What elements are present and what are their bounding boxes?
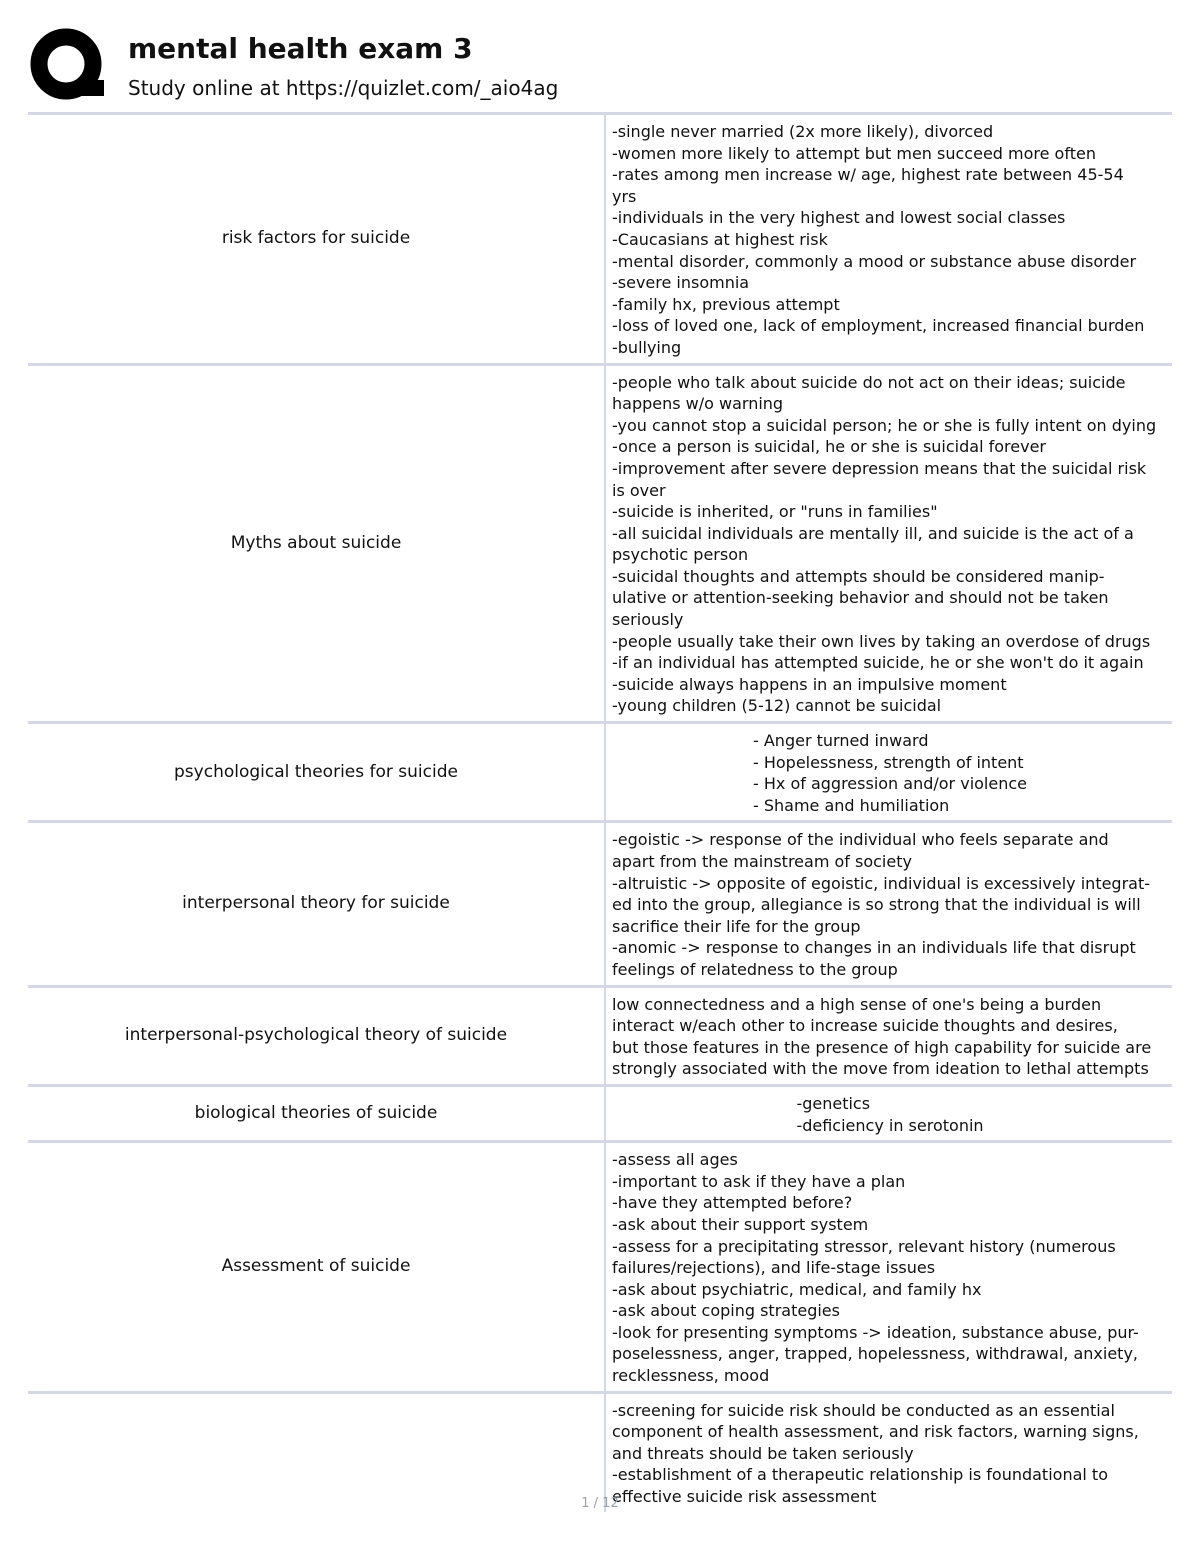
definition-text	[612, 1149, 1168, 1387]
flashcard-row	[28, 1391, 1172, 1512]
definition-line: -Caucasians at highest risk	[612, 229, 828, 249]
definition-line: -important to ask if they have a plan	[612, 1171, 906, 1191]
flashcard-row	[28, 112, 1172, 363]
definition-line: -improvement after severe depression means that the suicidal risk	[612, 458, 1147, 478]
definition-line: -loss of loved one, lack of employment, increased financial burden	[612, 316, 1145, 336]
definition-line: -rates among men increase w/ age, highest rate between 45-54	[612, 165, 1124, 185]
definition-line: -single never married (2x more likely), divorced	[612, 122, 994, 141]
definition-line: -women more likely to attempt but men succeed more often	[612, 143, 1096, 163]
definition-text	[612, 829, 1168, 980]
definition-line: - Hopelessness, strength of intent	[753, 752, 1024, 772]
definition-line: feelings of relatedness to the group	[612, 959, 898, 979]
definition-line: -bullying	[612, 337, 682, 357]
definition-line: -assess for a precipitating stressor, relevant history (numerous	[612, 1236, 1116, 1256]
definition-line: -screening for suicide risk should be conducted as an essential	[612, 1400, 1115, 1420]
definition-line: -altruistic -> opposite of egoistic, individual is excessively integrat-	[612, 873, 1151, 893]
definition-line: seriously	[612, 610, 684, 630]
page-number: 1 / 12	[581, 1496, 619, 1511]
definition-line: sacrifice their life for the group	[612, 916, 861, 936]
definition-line: interact w/each other to increase suicide thoughts and desires,	[612, 1016, 1118, 1036]
flashcard-term: Assessment of suicide	[221, 1256, 411, 1277]
flashcard-definition	[604, 115, 1168, 363]
flashcard-term: interpersonal-psychological theory of suicide	[124, 1025, 508, 1046]
flashcard-term: interpersonal theory for suicide	[182, 893, 450, 914]
definition-line: apart from the mainstream of society	[612, 852, 912, 871]
definition-line: failures/rejections), and life-stage issues	[612, 1258, 936, 1278]
definition-text	[796, 1093, 983, 1136]
definition-text	[612, 994, 1168, 1080]
flashcard-definition	[604, 988, 1168, 1084]
flashcard-term: risk factors for suicide	[221, 228, 411, 249]
definition-text	[612, 372, 1168, 718]
flashcard-definition	[604, 823, 1168, 984]
definition-text	[753, 730, 1027, 816]
definition-line: and threats should be taken seriously	[612, 1443, 914, 1463]
definition-line: -ask about coping strategies	[612, 1301, 840, 1321]
flashcard-definition	[604, 366, 1168, 722]
flashcard-row	[28, 721, 1172, 820]
definition-line: -suicide is inherited, or "runs in families"	[612, 502, 938, 522]
flashcard-term	[28, 1394, 604, 1512]
definition-line: -people who talk about suicide do not act on their ideas; suicide	[612, 372, 1126, 392]
definition-line: -look for presenting symptoms -> ideation, substance abuse, pur-	[612, 1322, 1139, 1342]
study-online-link[interactable]: Study online at https://quizlet.com/_aio4ag	[128, 76, 559, 100]
definition-line: ed into the group, allegiance is so strong that the individual is will	[612, 895, 1141, 915]
definition-line: -suicide always happens in an impulsive moment	[612, 674, 1007, 694]
definition-line: - Anger turned inward	[753, 731, 929, 751]
flashcard-row	[28, 820, 1172, 984]
definition-line: effective suicide risk assessment	[612, 1487, 877, 1507]
flashcard-row	[28, 1140, 1172, 1391]
definition-line: strongly associated with the move from ideation to lethal attempts	[612, 1059, 1149, 1079]
definition-line: is over	[612, 480, 666, 500]
definition-line: recklessness, mood	[612, 1366, 770, 1386]
definition-line: -all suicidal individuals are mentally ill, and suicide is the act of a	[612, 523, 1134, 543]
definition-line: -anomic -> response to changes in an individuals life that disrupt	[612, 938, 1136, 958]
definition-line: -individuals in the very highest and lowest social classes	[612, 208, 1066, 228]
definition-line: yrs	[612, 186, 637, 206]
flashcard-term: biological theories of suicide	[194, 1103, 438, 1124]
definition-line: -suicidal thoughts and attempts should be considered manip-	[612, 566, 1105, 586]
definition-line: ulative or attention-seeking behavior and should not be taken	[612, 588, 1109, 608]
definition-line: -mental disorder, commonly a mood or substance abuse disorder	[612, 251, 1137, 271]
definition-line: -you cannot stop a suicidal person; he or she is fully intent on dying	[612, 415, 1157, 435]
flashcard-term: psychological theories for suicide	[174, 761, 458, 782]
definition-line: happens w/o warning	[612, 394, 784, 414]
definition-line: psychotic person	[612, 545, 749, 565]
flashcard-row	[28, 985, 1172, 1084]
flashcard-row	[28, 363, 1172, 722]
definition-text	[612, 1400, 1168, 1508]
definition-line: -establishment of a therapeutic relationship is foundational to	[612, 1465, 1108, 1485]
definition-line: low connectedness and a high sense of one's being a burden	[612, 994, 1102, 1014]
definition-line: -once a person is suicidal, he or she is suicidal forever	[612, 437, 1046, 457]
definition-line: -if an individual has attempted suicide, he or she won't do it again	[612, 653, 1144, 673]
definition-line: - Shame and humiliation	[753, 795, 950, 815]
page-title: mental health exam 3	[128, 32, 473, 65]
definition-line: -egoistic -> response of the individual who feels separate and	[612, 830, 1109, 850]
flashcard-definition	[604, 1143, 1168, 1391]
definition-text	[612, 121, 1168, 359]
flashcard-definition	[604, 1394, 1168, 1512]
definition-line: -have they attempted before?	[612, 1193, 853, 1213]
definition-line: component of health assessment, and risk factors, warning signs,	[612, 1422, 1139, 1442]
quizlet-logo-icon	[30, 28, 106, 104]
definition-line: -family hx, previous attempt	[612, 294, 840, 314]
definition-line: -assess all ages	[612, 1150, 738, 1170]
flashcard-row	[28, 1084, 1172, 1140]
flashcard-list	[28, 112, 1172, 1512]
flashcard-term: Myths about suicide	[230, 532, 402, 553]
definition-line: -ask about psychiatric, medical, and family hx	[612, 1279, 982, 1299]
definition-line: -ask about their support system	[612, 1214, 869, 1234]
definition-line: -people usually take their own lives by taking an overdose of drugs	[612, 631, 1151, 651]
definition-line: - Hx of aggression and/or violence	[753, 774, 1027, 794]
definition-line: -deficiency in serotonin	[796, 1115, 984, 1135]
definition-line: -severe insomnia	[612, 273, 750, 293]
definition-line: -young children (5-12) cannot be suicidal	[612, 696, 942, 716]
definition-line: -genetics	[796, 1093, 871, 1113]
flashcard-definition	[604, 1087, 1168, 1140]
definition-line: but those features in the presence of high capability for suicide are	[612, 1037, 1152, 1057]
flashcard-definition	[604, 724, 1168, 820]
definition-line: poselessness, anger, trapped, hopelessness, withdrawal, anxiety,	[612, 1344, 1138, 1364]
